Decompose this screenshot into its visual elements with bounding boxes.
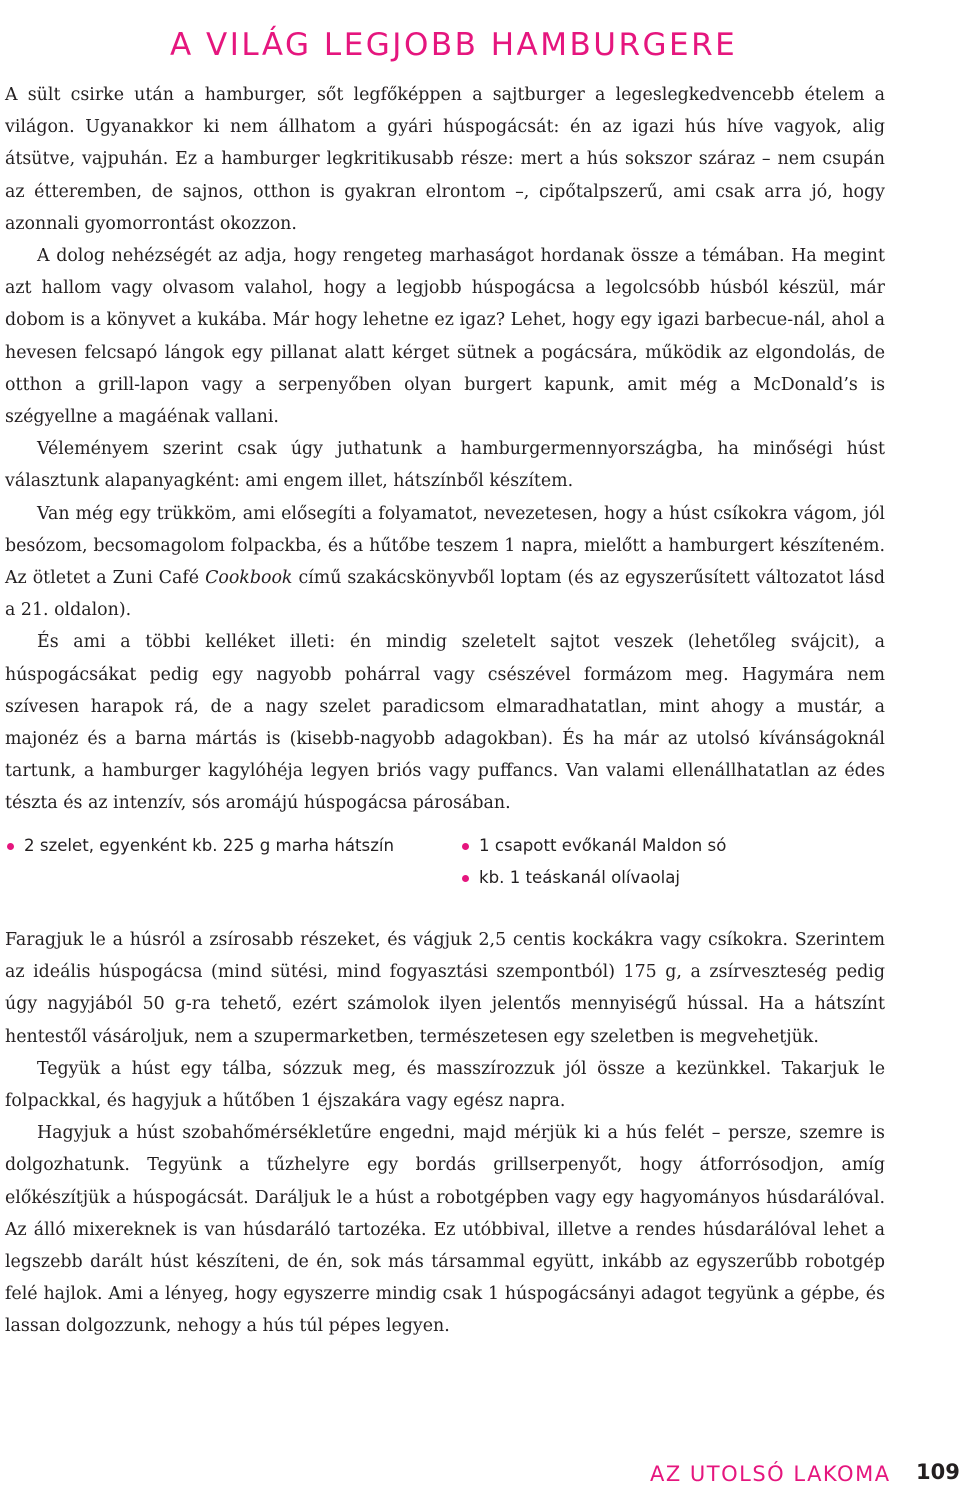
intro-paragraph-1-text: A sült csirke után a hamburger, sőt legfőképpen a sajtburger a legeslegkedvencebb ételem a világon. Ugyanakkor ki nem állhatom a gyári húspogácsát: én az igazi hús híve vagyok, alig átsütve, vajpuhán. Ez a hamburger legkritikusabb része: mert a hús sokszor száraz – nem csupán az étteremben, de sajnos, otthon is gyakran elrontom –, cipőtalpszerű, ami csak arra jó, hogy azonnali gyomorrontást okozzon. [5,85,885,234]
intro-paragraph-4-text-b: című szakácskönyvből loptam (és az egyszerűsített változatot lásd a 21. oldalon). [5,568,886,621]
page-footer [650,1460,960,1486]
ingredient-text: 1 csapott evőkanál Maldon só [479,836,727,855]
ingredients-column-left [5,830,405,862]
intro-paragraph-5: És ami a többi kelléket illeti: én mindig szeletelt sajtot veszek (lehetőleg svájcit), a húspogácsákat pedig egy nagyobb pohárral vagy csészével formázom meg. Hagymára nem szívesen harapok rá, de a nagy szelet paradicsom elmaradhatatlan, mint ahogy a mustár, a majonéz és a barna mártás is (kisebb-nagyobb adagokban). És ha már az utolsó kívánságoknál tartunk, a hamburger kagylóhéja legyen briós vagy puffancs. Van valami ellenállhatatlan az édes tészta és az intenzív, sós aromájú húspogácsa párosában. [5,632,885,814]
bullet-dot-icon [462,875,469,882]
ingredient-text: kb. 1 teáskanál olívaolaj [479,868,681,887]
ingredients-list [5,830,885,894]
method-text [5,924,885,1343]
ingredient-text: 2 szelet, egyenként kb. 225 g marha hátszín [24,836,395,855]
ingredient-item [460,830,880,862]
page-number: 109 [916,1460,960,1484]
ingredient-item [460,862,880,894]
ingredient-item [5,830,405,862]
intro-text [5,79,885,820]
intro-paragraph-2: A dolog nehézségét az adja, hogy rengeteg marhaságot hordanak össze a témában. Ha megint azt hallom vagy olvasom valahol, hogy a legjobb húspogácsa a legolcsóbb húsból készül, már dobom is a könyvet a kukába. Már hogy lehetne ez igaz? Lehet, hogy egy igazi barbecue-nál, ahol a hevesen felcsapó lángok egy pillanat alatt kérget sütnek a pogácsára, működik az elgondolás, de otthon a grill-lapon vagy a serpenyőben olyan burgert kapunk, amit még a McDonald’s is szégyellne a magáénak vallani. [5,246,885,428]
method-paragraph-1: Faragjuk le a húsról a zsírosabb részeket, és vágjuk 2,5 centis kockákra vagy csíkokra. Szerintem az ideális húspogácsa (mind sütési, mind fogyasztási szempontból) 175 g, a zsírveszteség pedig úgy nagyjából 50 g-ra tehető, ezért számolok ilyen jelentős mennyiségű hússal. Ha a hátszínt hentestől vásároljuk, nem a szupermarketben, természetesen egy szeletben is megvehetjük. [5,930,885,1047]
cookbook-title-italic: Cookbook [205,568,293,589]
bullet-dot-icon [7,843,14,850]
intro-paragraph-4-text-a: Van még egy trükköm, ami elősegíti a folyamatot, nevezetesen, hogy a húst csíkokra vágom, jól besózom, becsomagolom folpackba, és a hűtőbe teszem 1 napra, mielőtt a hamburgert készíteném. Az ötletet a Zuni Café [5,503,885,589]
intro-paragraph-3: Véleményem szerint csak úgy juthatunk a hamburgermennyországba, ha minőségi húst választunk alapanyagként: ami engem illet, hátszínből készítem. [5,439,885,492]
recipe-title: A VILÁG LEGJOBB HAMBURGERE [170,26,738,63]
intro-paragraph-4 [5,498,885,627]
method-paragraph-3: Hagyjuk a húst szobahőmérsékletűre engedni, majd mérjük ki a hús felét – persze, szemre is dolgozhatunk. Tegyünk a tűzhelyre egy bordás grillserpenyőt, hogy átforrósodjon, amíg előkészítjük a húspogácsát. Daráljuk le a húst a robotgépben vagy egy hagyományos húsdarálóval. Az álló mixereknek is van húsdaráló tartozéka. Ez utóbbival, illetve a rendes húsdarálóval lehet a legszebb darált húst készíteni, de én, sok más társammal együtt, inkább az egyszerűbb robotgép felé hajlok. Ami a lényeg, hogy egyszerre mindig csak 1 húspogácsányi adagot tegyünk a gépbe, és lassan dolgozzunk, nehogy a hús túl pépes legyen. [5,1123,885,1337]
intro-paragraph-1 [5,79,885,240]
method-paragraph-2: Tegyük a húst egy tálba, sózzuk meg, és masszírozzuk jól össze a kezünkkel. Takarjuk le folpackkal, és hagyjuk a hűtőben 1 éjszakára vagy egész napra. [5,1058,885,1112]
bullet-dot-icon [462,843,469,850]
book-title: AZ UTOLSÓ LAKOMA [650,1462,891,1486]
ingredients-column-right [460,830,880,894]
